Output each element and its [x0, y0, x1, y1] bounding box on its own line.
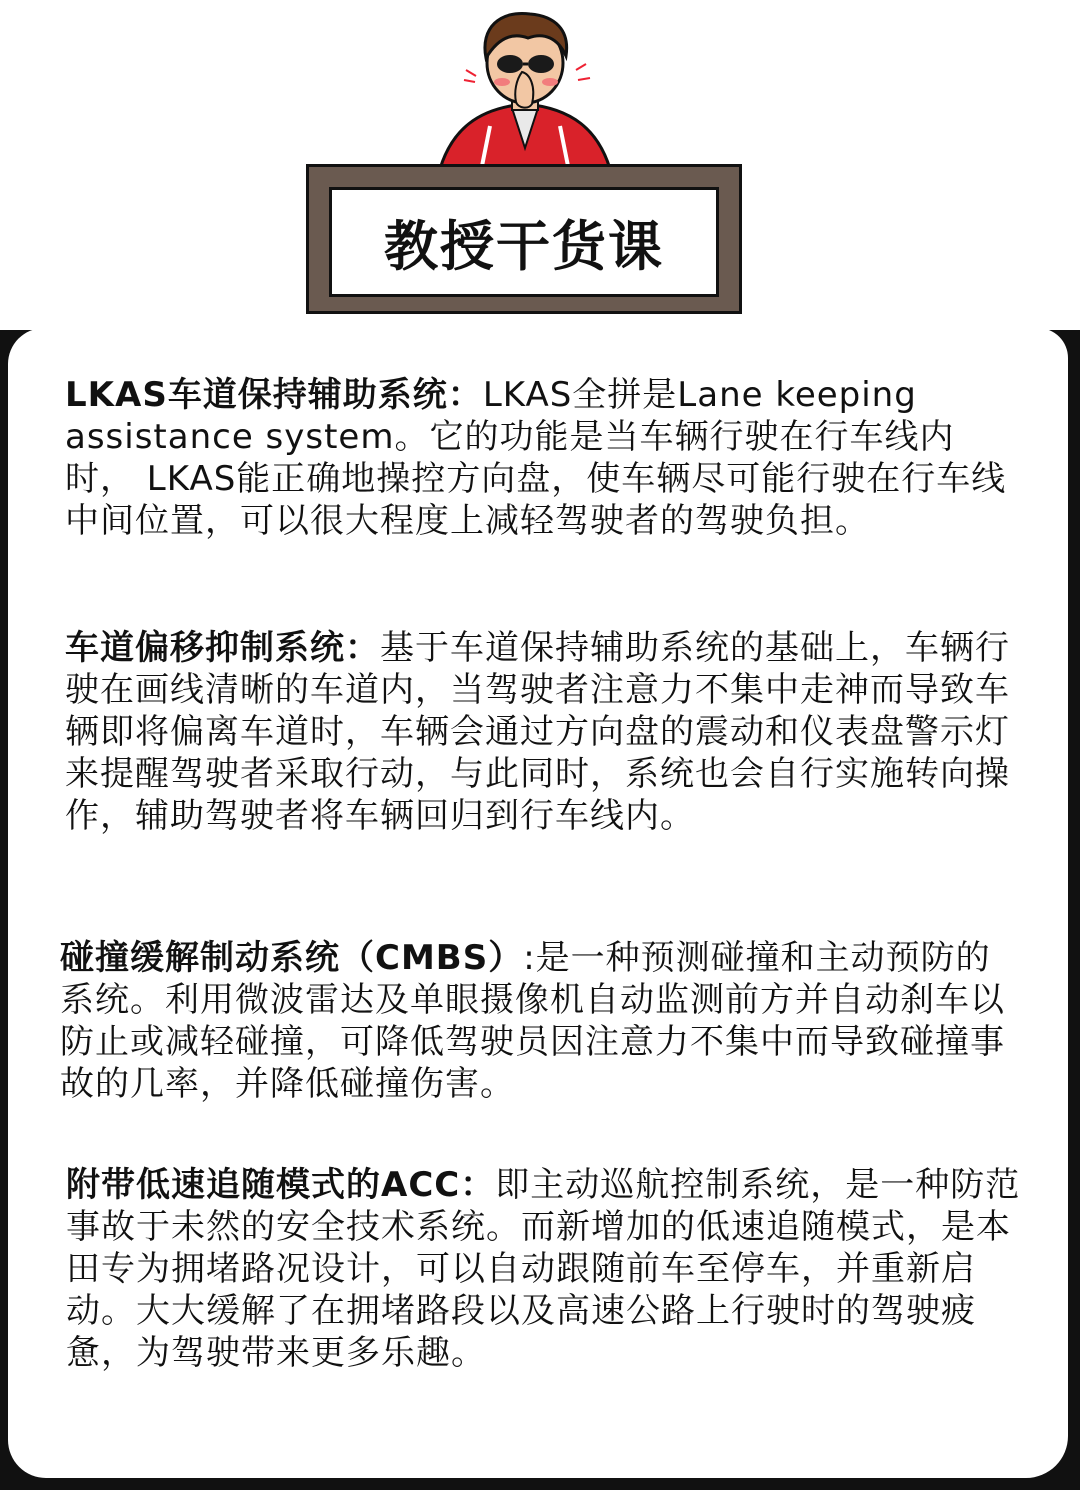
- header-area: [0, 0, 1080, 330]
- title-sign: [306, 164, 742, 314]
- title-sign-board: [329, 187, 719, 297]
- section-lane-departure: [65, 627, 1015, 837]
- section-lane-departure-body: 基于车道保持辅助系统的基础上，车辆行驶在画线清晰的车道内，当驾驶者注意力不集中走神而导致车辆即将偏离车道时，车辆会通过方向盘的震动和仪表盘警示灯来提醒驾驶者采取行动，与此同时，系统也会自行实施转向操作，辅助驾驶者将车辆回归到行车线内。: [65, 628, 1010, 836]
- section-acc-body: 即主动巡航控制系统，是一种防范事故于未然的安全技术系统。而新增加的低速追随模式，是本田专为拥堵路况设计，可以自动跟随前车至停车，并重新启动。大大缓解了在拥堵路段以及高速公路上行驶时的驾驶疲惫，为驾驶带来更多乐趣。: [66, 1165, 1021, 1373]
- section-lane-departure-label: 车道偏移抑制系统：: [65, 628, 380, 668]
- page-title: 教授干货课: [384, 214, 664, 278]
- section-cmbs-label: 碰撞缓解制动系统（CMBS）: [60, 938, 524, 978]
- section-acc: [66, 1164, 1026, 1374]
- section-acc-label: 附带低速追随模式的ACC：: [66, 1165, 496, 1205]
- professor-illustration: [420, 8, 630, 178]
- section-lkas-label: LKAS车道保持辅助系统：: [65, 375, 483, 415]
- section-cmbs: [60, 937, 1022, 1105]
- section-lkas-body: LKAS全拼是Lane keeping assistance system。它的功能是当车辆行驶在行车线内时， LKAS能正确地操控方向盘，使车辆尽可能行驶在行车线中间位置，可以很大程度上减轻驾驶者的驾驶负担。: [65, 375, 1007, 541]
- section-cmbs-body: :是一种预测碰撞和主动预防的系统。利用微波雷达及单眼摄像机自动监测前方并自动刹车以防止或减轻碰撞，可降低驾驶员因注意力不集中而导致碰撞事故的几率，并降低碰撞伤害。: [60, 938, 1005, 1104]
- section-lkas: [65, 374, 1015, 542]
